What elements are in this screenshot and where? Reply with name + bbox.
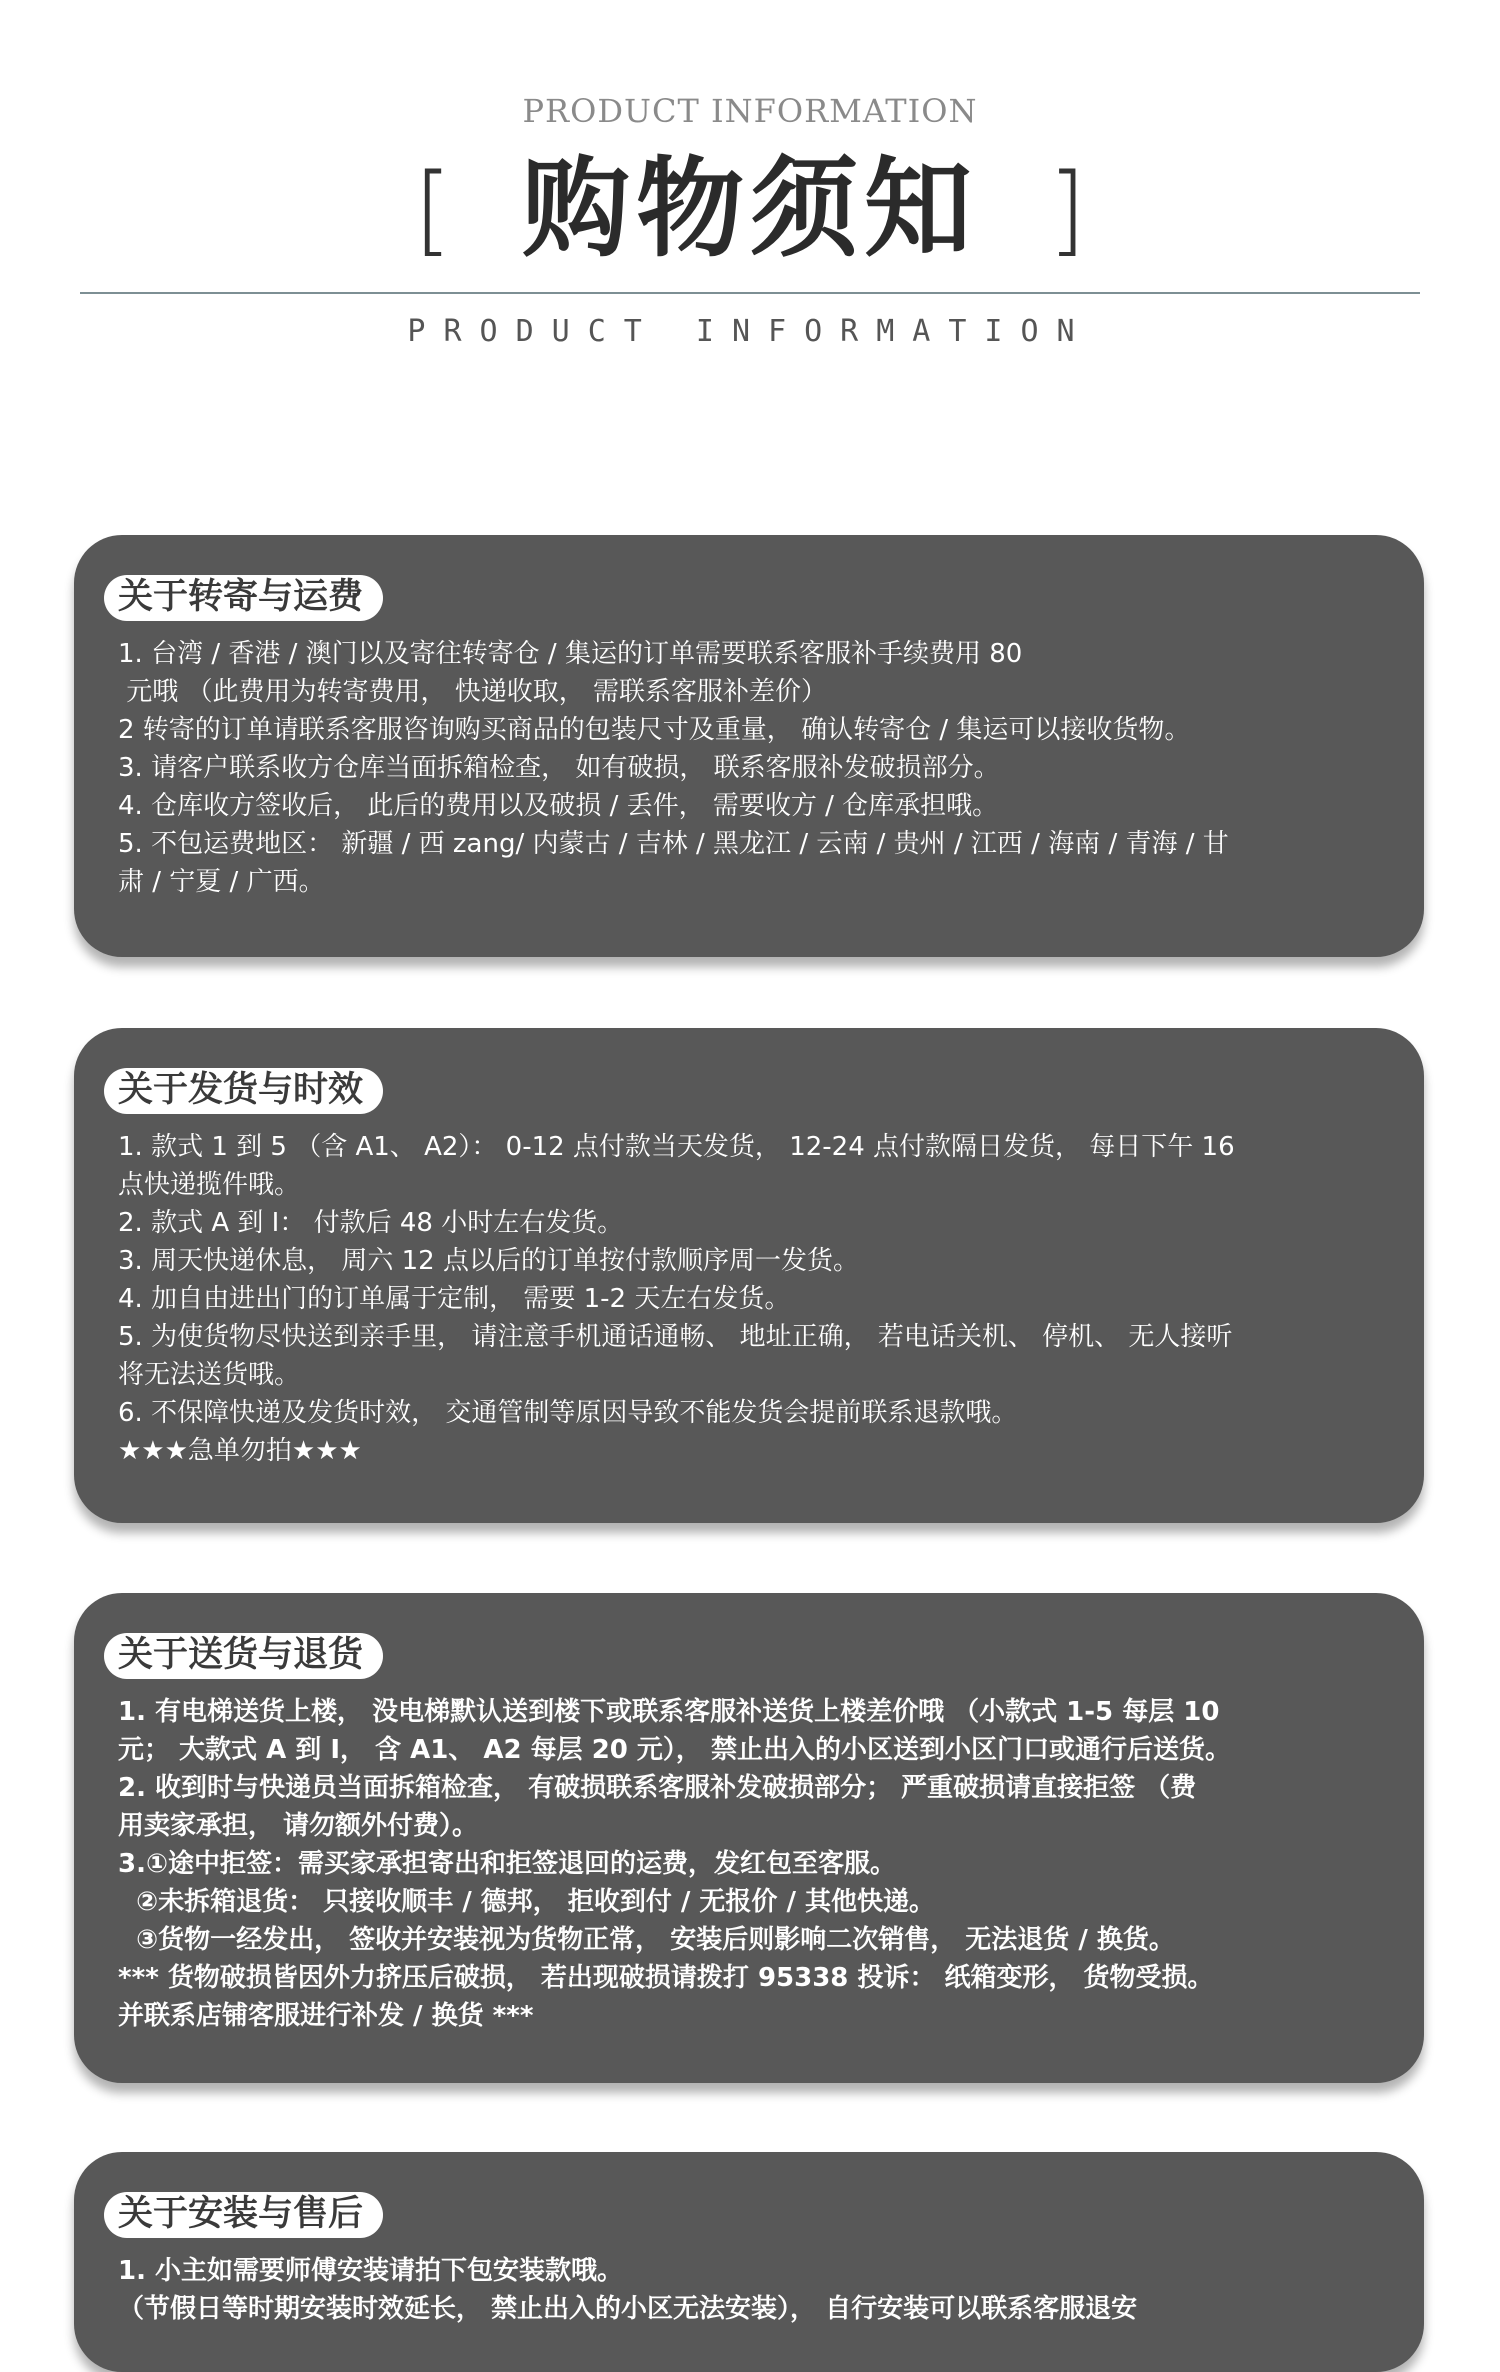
header-subtitle-top: PRODUCT INFORMATION (522, 92, 978, 130)
section-delivery-timing (74, 1028, 1424, 1523)
section-title: 关于安装与售后 (104, 2192, 383, 2238)
section-shipping-fees (74, 535, 1424, 957)
section-body: 1. 小主如需要师傅安装请拍下包安装款哦。 （节假日等时期安装时效延长， 禁止出入的小区无法安装）， 自行安装可以联系客服退安 (118, 2256, 1138, 2324)
right-bracket: ] (1048, 153, 1087, 267)
section-body: 1. 款式 1 到 5 （含 A1、 A2）： 0-12 点付款当天发货， 12-24 点付款隔日发货， 每日下午 16 点快递揽件哦。 2. 款式 A 到 I： 付款后 48 小时左右发货。 3. 周天快递休息， 周六 12 点以后的订单按付款顺序周一发货。 4. 加自由进出门的订单属于定制， 需要 1-2 天左右发货。 5. 为使货物尽快送到亲手里， 请注意手机通话通畅、 地址正确， 若电话关机、 停机、 无人接听 将无法送货哦。 6. 不保障快递及发货时效， 交通管制等原因导致不能发货会提前联系退款哦。 ★★★急单勿拍★★★ (118, 1132, 1235, 1466)
header-divider (80, 292, 1420, 294)
section-title: 关于送货与退货 (104, 1633, 383, 1679)
section-title: 关于发货与时效 (104, 1068, 383, 1114)
section-installation-aftersales (74, 2152, 1424, 2372)
section-body: 1. 有电梯送货上楼， 没电梯默认送到楼下或联系客服补送货上楼差价哦 （小款式 1-5 每层 10 元； 大款式 A 到 I， 含 A1、 A2 每层 20 元）， 禁止出入的小区送到小区门口或通行后送货。 2. 收到时与快递员当面拆箱检查， 有破损联系客服补发破损部分； 严重破损请直接拒签 （费 用卖家承担， 请勿额外付费）。 3.①途中拒签：需买家承担寄出和拒签退回的运费，发红包至客服。 ②未拆箱退货： 只接收顺丰 / 德邦， 拒收到付 / 无报价 / 其他快递。 ③货物一经发出， 签收并安装视为货物正常， 安装后则影响二次销售， 无法退货 / 换货。 *** 货物破损皆因外力挤压后破损， 若出现破损请拨打 95338 投诉： 纸箱变形， 货物受损。 并联系店铺客服进行补发 / 换货 *** (118, 1697, 1231, 2031)
page-title-row (0, 147, 1500, 272)
section-delivery-returns (74, 1593, 1424, 2083)
header-subtitle-bottom: PRODUCT INFORMATION (407, 314, 1093, 349)
left-bracket: [ (413, 153, 452, 267)
section-title: 关于转寄与运费 (104, 575, 383, 621)
page-title: 购物须知 (521, 147, 978, 272)
section-body: 1. 台湾 / 香港 / 澳门以及寄往转寄仓 / 集运的订单需要联系客服补手续费用 80 元哦 （此费用为转寄费用， 快递收取， 需联系客服补差价） 2 转寄的订单请联系客服咨询购买商品的包装尺寸及重量， 确认转寄仓 / 集运可以接收货物。 3. 请客户联系收方仓库当面拆箱检查， 如有破损， 联系客服补发破损部分。 4. 仓库收方签收后， 此后的费用以及破损 / 丢件， 需要收方 / 仓库承担哦。 5. 不包运费地区： 新疆 / 西 zang/ 内蒙古 / 吉林 / 黑龙江 / 云南 / 贵州 / 江西 / 海南 / 青海 / 甘 肃 / 宁夏 / 广西。 (118, 639, 1229, 897)
